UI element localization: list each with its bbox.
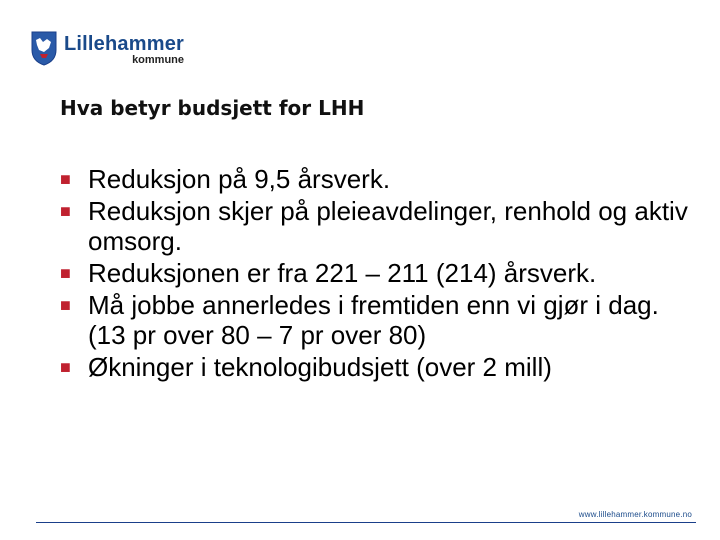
bullet-text: Økninger i teknologibudsjett (over 2 mill) [88,352,552,382]
bullet-text: Reduksjon skjer på pleieavdelinger, renhold og aktiv omsorg. [88,196,688,256]
square-bullet-icon: ■ [60,169,71,189]
logo-subtitle: kommune [132,54,185,66]
bullet-item [60,352,700,382]
footer-url[interactable]: www.lillehammer.kommune.no [578,510,692,519]
bullet-text: Reduksjon på 9,5 årsverk. [88,164,391,194]
bullet-item [60,164,700,194]
square-bullet-icon: ■ [60,357,71,377]
bullet-item [60,290,700,350]
square-bullet-icon: ■ [60,263,71,283]
bullet-text: Må jobbe annerledes i fremtiden enn vi gjør i dag. (13 pr over 80 – 7 pr over 80) [88,290,659,350]
square-bullet-icon: ■ [60,201,71,221]
logo [30,30,184,66]
logo-name: Lillehammer [64,33,185,55]
footer-divider [36,522,696,523]
bullet-item [60,258,700,288]
bullet-text: Reduksjonen er fra 221 – 211 (214) årsverk. [88,258,597,288]
municipal-crest-icon [30,30,58,66]
bullet-list [60,164,700,384]
slide-title: Hva betyr budsjett for LHH [60,96,365,120]
square-bullet-icon: ■ [60,295,71,315]
bullet-item [60,196,700,256]
